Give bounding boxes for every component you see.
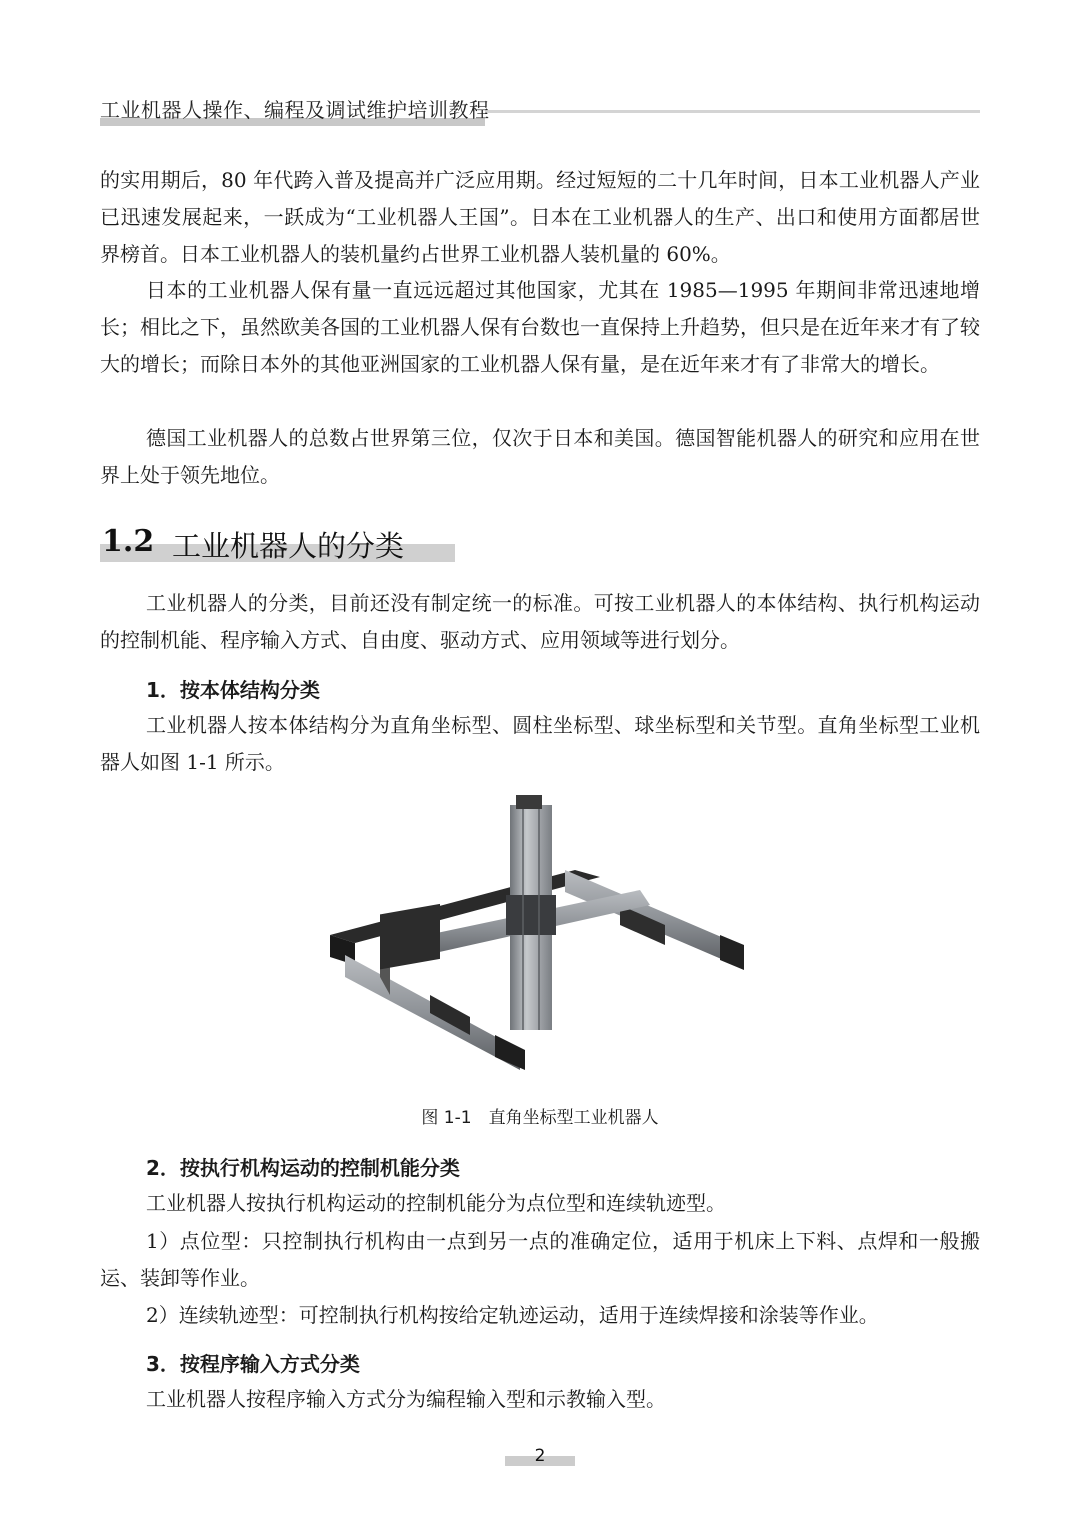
running-header	[100, 92, 980, 126]
paragraph-japan-ownership: 日本的工业机器人保有量一直远远超过其他国家，尤其在 1985—1995 年期间非常迅速地增长；相比之下，虽然欧美各国的工业机器人保有台数也一直保持上升趋势，但只是在近年来才有了较大的增长；而除日本外的其他亚洲国家的工业机器人保有量，是在近年来才有了非常大的增长。	[100, 278, 980, 376]
page-number-text: 2	[534, 1446, 546, 1466]
figure-caption: 图 1-1 直角坐标型工业机器人	[421, 1108, 659, 1128]
subsection-title-program-input: 3．按程序输入方式分类	[146, 1352, 360, 1376]
header-rule	[485, 110, 980, 113]
section-number: 1.2	[102, 524, 155, 559]
paragraph-program-input: 工业机器人按程序输入方式分为编程输入型和示教输入型。	[146, 1387, 666, 1411]
subsection-title-structure: 1．按本体结构分类	[146, 678, 320, 702]
header-title: 工业机器人操作、编程及调试维护培训教程	[100, 98, 490, 122]
subsection-title-control: 2．按执行机构运动的控制机能分类	[146, 1156, 460, 1180]
cartesian-robot-figure	[320, 795, 760, 1075]
paragraph-classification-intro: 工业机器人的分类，目前还没有制定统一的标准。可按工业机器人的本体结构、执行机构运动的控制机能、程序输入方式、自由度、驱动方式、应用领域等进行划分。	[100, 591, 980, 652]
list-item-point-type: 1）点位型：只控制执行机构由一点到另一点的准确定位，适用于机床上下料、点焊和一般搬运、装卸等作业。	[100, 1229, 980, 1290]
page-number	[505, 1446, 575, 1470]
paragraph-japan-growth: 的实用期后，80 年代跨入普及提高并广泛应用期。经过短短的二十几年时间，日本工业机器人产业已迅速发展起来，一跃成为“工业机器人王国”。日本在工业机器人的生产、出口和使用方面都居世界榜首。日本工业机器人的装机量约占世界工业机器人装机量的 60%。	[100, 168, 980, 266]
section-title: 工业机器人的分类	[172, 529, 405, 563]
paragraph-structure: 工业机器人按本体结构分为直角坐标型、圆柱坐标型、球坐标型和关节型。直角坐标型工业机器人如图 1-1 所示。	[100, 713, 980, 774]
paragraph-control: 工业机器人按执行机构运动的控制机能分为点位型和连续轨迹型。	[146, 1191, 726, 1215]
list-item-continuous-path: 2）连续轨迹型：可控制执行机构按给定轨迹运动，适用于连续焊接和涂装等作业。	[146, 1303, 879, 1327]
section-heading	[100, 524, 455, 564]
paragraph-germany: 德国工业机器人的总数占世界第三位，仅次于日本和美国。德国智能机器人的研究和应用在世界上处于领先地位。	[100, 426, 980, 487]
